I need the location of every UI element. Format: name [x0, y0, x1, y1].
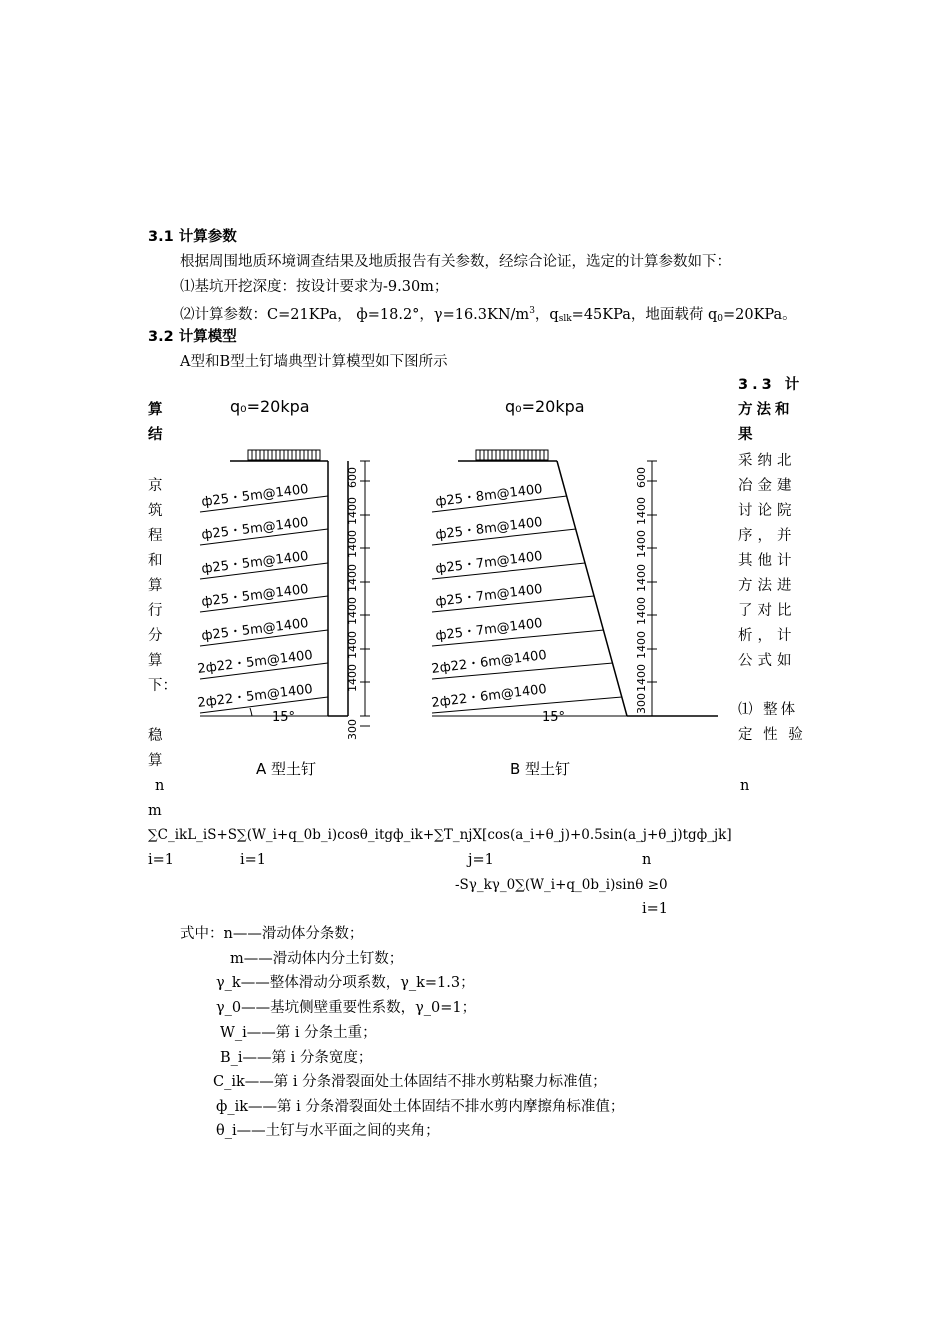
section-3-1-item2: ⑵计算参数：C=21KPa， ф=18.2°，$\gamma=16.3KN/m^3$，$q_{slk}=45KPa$，地面载荷 $q_0=20KPa$。 [180, 306, 797, 324]
caption-a: A 型土钉 [256, 760, 317, 778]
dim-b-5: 1400 [635, 597, 648, 625]
dim-b-4: 1400 [635, 564, 648, 592]
formula-n-top: n [155, 778, 165, 794]
nail-label-b-4: ф25・7m@1400 [434, 581, 544, 610]
dim-a-8: 300 [346, 719, 359, 740]
nail-label-b-1: ф25・8m@1400 [434, 481, 544, 510]
definition-theta-i: θ_i——土钉与水平面之间的夹角； [216, 1123, 440, 1139]
left-column-body: 京 筑 程 和 算 行 分 算 下： 稳 算 [148, 478, 177, 769]
definition-gamma-k: γ_k——整体滑动分项系数，γ_k=1.3； [216, 975, 475, 991]
dim-a-2: 1400 [346, 497, 359, 525]
dim-a-1: 600 [346, 467, 359, 488]
dim-b-7: 1400 [635, 664, 648, 692]
wall-b [557, 461, 627, 716]
right-column-body: 采纳北 冶金建 讨论院 序，并 其他计 方法进 了对比 析，计 公式如 [738, 453, 797, 669]
nail-label-a-1: ф25・5m@1400 [200, 481, 310, 510]
dim-a-4: 1400 [346, 564, 359, 592]
nail-label-a-5: ф25・5m@1400 [200, 615, 310, 644]
nail-label-a-3: ф25・5m@1400 [200, 548, 310, 577]
definition-phi-ik: ф_ik——第 i 分条滑裂面处土体固结不排水剪内摩擦角标准值； [216, 1099, 625, 1115]
section-3-1-item1: ⑴基坑开挖深度：按设计要求为-9.30m； [180, 279, 449, 295]
nail-label-b-3: ф25・7m@1400 [434, 548, 544, 577]
dims-a [360, 461, 370, 726]
formula-i1: i=1 [148, 852, 175, 868]
load-label-a: q₀=20kpa [230, 397, 310, 416]
definition-n: 式中：n——滑动体分条数； [180, 926, 364, 942]
formula-line2: -Sγ_kγ_0∑(W_i+q_0b_i)sinθ ≥0 [455, 877, 668, 893]
formula-n2: n [642, 852, 652, 868]
dim-b-1: 600 [635, 467, 648, 488]
section-3-1-heading: 3.1 计算参数 [148, 229, 237, 245]
dim-a-5: 1400 [346, 597, 359, 625]
angle-label-b: 15° [542, 710, 566, 725]
section-3-2-intro: A型和B型土钉墙典型计算模型如下图所示 [180, 354, 448, 370]
definition-bi: B_i——第 i 分条宽度； [220, 1050, 373, 1066]
nail-label-b-7: 2ф22・6m@1400 [430, 681, 548, 711]
definition-cik: C_ik——第 i 分条滑裂面处土体固结不排水剪粘聚力标准值； [213, 1074, 607, 1090]
dim-a-3: 1400 [346, 530, 359, 558]
angle-label-a: 15° [272, 710, 296, 725]
dim-b-6: 1400 [635, 631, 648, 659]
nail-label-a-7: 2ф22・5m@1400 [196, 681, 314, 711]
load-hatch-b [476, 450, 548, 460]
nail-label-a-4: ф25・5m@1400 [200, 581, 310, 610]
definition-m: m——滑动体内分土钉数； [230, 951, 404, 967]
formula-m-top: m [148, 803, 162, 819]
definition-wi: W_i——第 i 分条土重； [220, 1025, 377, 1041]
dim-a-7: 1400 [346, 664, 359, 692]
dim-b-8: 300 [635, 693, 648, 714]
dim-b-2: 1400 [635, 497, 648, 525]
definition-gamma-0: γ_0——基坑侧壁重要性系数，γ_0=1； [216, 1000, 477, 1016]
dims-b [647, 461, 657, 716]
formula-i2: i=1 [240, 852, 267, 868]
caption-b: B 型土钉 [510, 760, 571, 778]
dim-b-3: 1400 [635, 530, 648, 558]
right-column-heading: 3.3 计 方法和 果 [738, 377, 804, 443]
load-label-b: q₀=20kpa [505, 397, 585, 416]
nail-label-b-6: 2ф22・6m@1400 [430, 647, 548, 677]
section-3-1-intro: 根据周围地质环境调查结果及地质报告有关参数，经综合论证，选定的计算参数如下： [180, 254, 731, 270]
dim-a-6: 1400 [346, 631, 359, 659]
right-column-item1: ⑴ 整体 定 性 验 [738, 702, 806, 743]
formula-j1: j=1 [468, 852, 494, 868]
left-column-heading: 算 结 [148, 402, 163, 443]
nail-label-a-6: 2ф22・5m@1400 [196, 647, 314, 677]
formula-i3: i=1 [642, 901, 669, 917]
formula-line1: ∑C_ikL_iS+S∑(W_i+q_0b_i)cosθ_itgф_ik+∑T_njX[cos(a_i+θ_j)+0.5sin(a_j+θ_j)tgф_jk] [148, 827, 732, 843]
load-hatch-a [248, 450, 320, 460]
section-3-2-heading: 3.2 计算模型 [148, 329, 237, 345]
right-column-n: n [740, 778, 750, 794]
nail-label-b-2: ф25・8m@1400 [434, 514, 544, 543]
nail-label-b-5: ф25・7m@1400 [434, 615, 544, 644]
soil-nail-model-figure [190, 388, 730, 788]
nail-label-a-2: ф25・5m@1400 [200, 514, 310, 543]
